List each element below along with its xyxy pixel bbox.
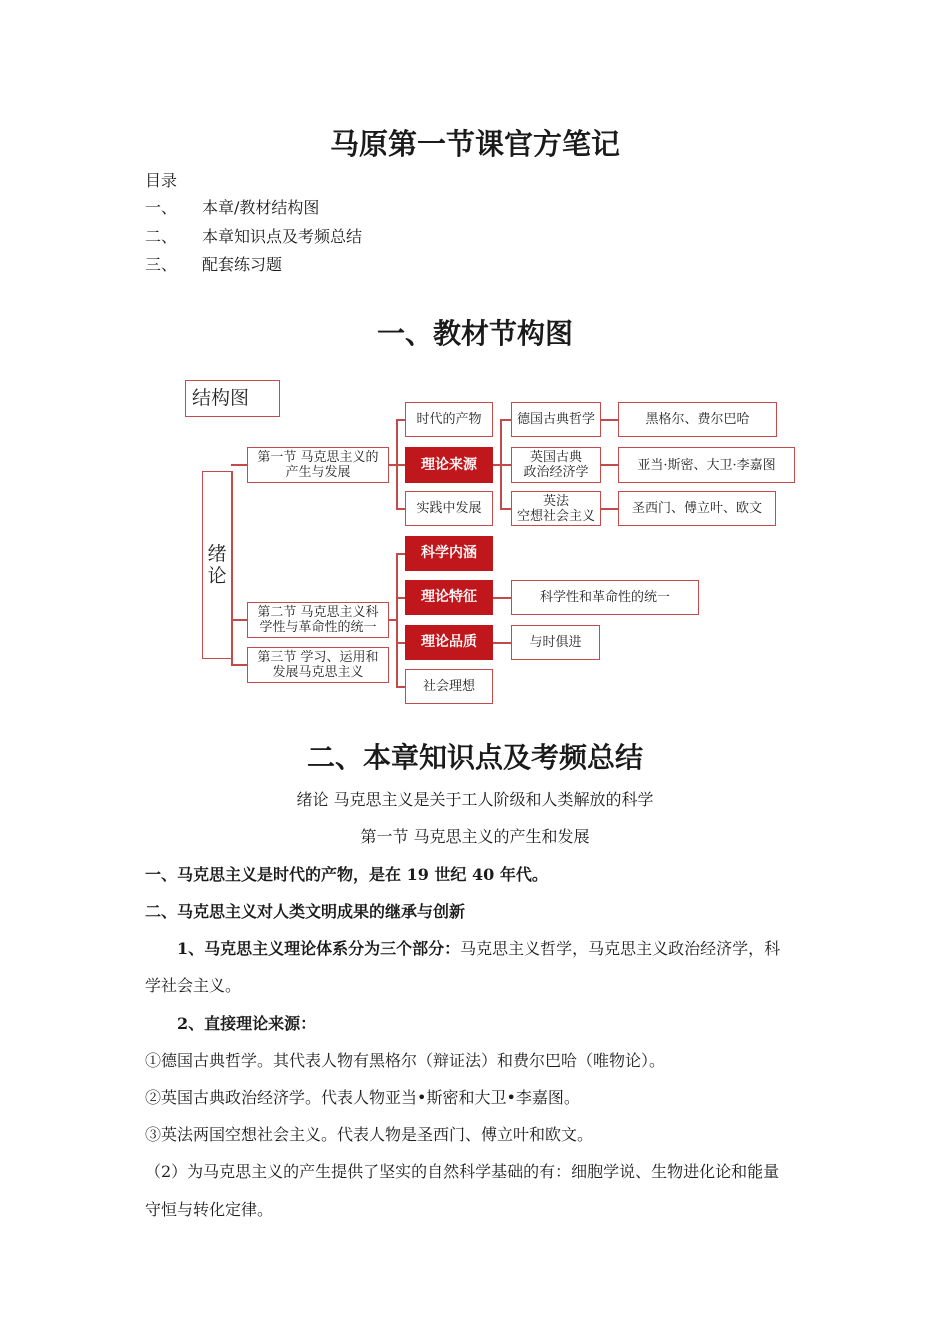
para-2-line-2: 守恒与转化定律。	[145, 1200, 274, 1219]
diagram-label: 结构图	[185, 380, 280, 417]
source-1: ①德国古典哲学。其代表人物有黑格尔（辩证法）和费尔巴哈（唯物论）。	[145, 1051, 666, 1070]
theory-source-node: 理论来源	[405, 447, 493, 483]
section2-node: 第二节 马克思主义科 学性与革命性的统一	[247, 602, 389, 638]
social-ideal-node: 社会理想	[405, 669, 493, 704]
section3-node: 第三节 学习、运用和 发展马克思主义	[247, 647, 389, 683]
source-3: ③英法两国空想社会主义。代表人物是圣西门、傅立叶和欧文。	[145, 1125, 594, 1144]
item-1-text: 马克思主义哲学，马克思主义政治经济学，科	[460, 939, 781, 958]
toc-item-2[interactable]: 本章知识点及考频总结	[202, 227, 363, 246]
utopian-node: 英法 空想社会主义	[511, 491, 601, 526]
toc-item-1[interactable]: 本章/教材结构图	[202, 198, 320, 217]
page-title: 马原第一节课官方笔记	[329, 127, 620, 161]
unity-node: 科学性和革命性的统一	[511, 580, 699, 615]
saint-node: 圣西门、傅立叶、欧文	[618, 491, 776, 526]
era-node: 时代的产物	[405, 402, 493, 437]
theory-quality-node: 理论品质	[405, 625, 493, 660]
german-node: 德国古典哲学	[511, 402, 601, 437]
item-1-heading: 1、马克思主义理论体系分为三个部分：	[177, 939, 461, 958]
toc-item-3[interactable]: 配套练习题	[202, 255, 283, 274]
toc-num-3: 三、	[145, 255, 178, 274]
theory-feature-node: 理论特征	[405, 580, 493, 615]
practice-node: 实践中发展	[405, 491, 493, 526]
section2-title: 二、本章知识点及考频总结	[306, 741, 643, 774]
chapter-line: 第一节 马克思主义的产生和发展	[360, 827, 590, 846]
toc-num-2: 二、	[145, 227, 178, 246]
section1-title: 一、教材节构图	[376, 317, 573, 350]
item-1	[177, 936, 780, 959]
section1-node: 第一节 马克思主义的 产生与发展	[247, 447, 389, 483]
smith-node: 亚当·斯密、大卫·李嘉图	[618, 447, 795, 483]
para-2-line-1: （2）为马克思主义的产生提供了坚实的自然科学基础的有：细胞学说、生物进化论和能量	[145, 1162, 780, 1181]
root-node: 绪 论	[202, 471, 232, 659]
sci-content-node: 科学内涵	[405, 536, 493, 571]
toc-heading: 目录	[145, 171, 178, 190]
item-1-cont: 学社会主义。	[145, 976, 242, 995]
point-2: 二、马克思主义对人类文明成果的继承与创新	[145, 902, 466, 921]
point-1: 一、马克思主义是时代的产物，是在 19 世纪 40 年代。	[145, 865, 548, 884]
source-2: ②英国古典政治经济学。代表人物亚当•斯密和大卫•李嘉图。	[145, 1088, 580, 1107]
intro-line: 绪论 马克思主义是关于工人阶级和人类解放的科学	[296, 790, 654, 809]
item-2-heading: 2、直接理论来源：	[177, 1014, 317, 1033]
keep-pace-node: 与时俱进	[511, 625, 600, 660]
english-node: 英国古典 政治经济学	[511, 447, 601, 483]
toc-num-1: 一、	[145, 198, 178, 217]
hegel-node: 黑格尔、费尔巴哈	[618, 402, 777, 437]
